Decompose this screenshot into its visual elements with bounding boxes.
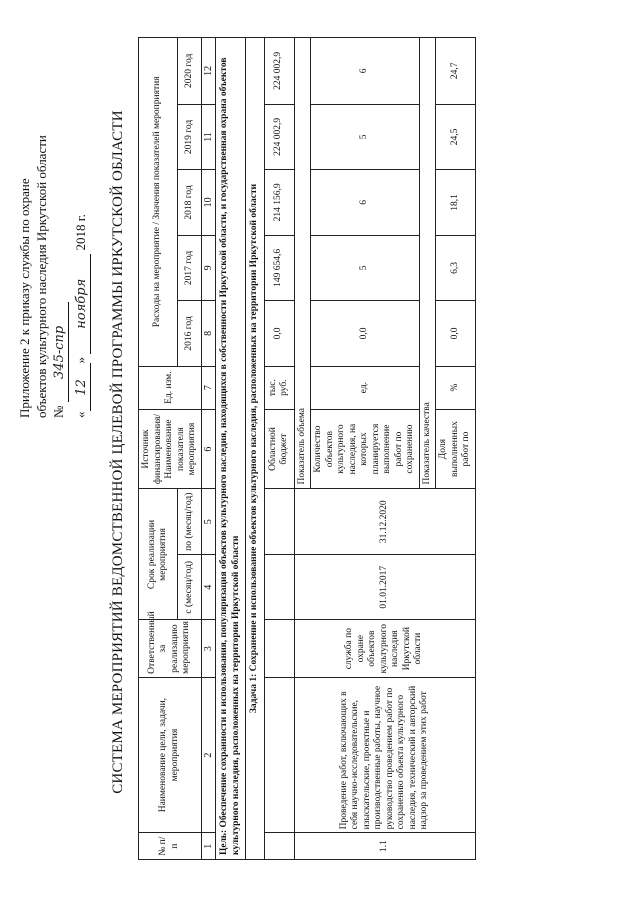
col-header-year: 2019 год xyxy=(178,104,201,170)
column-number: 6 xyxy=(201,409,216,489)
volume-value: 6 xyxy=(311,170,420,236)
program-table xyxy=(138,37,476,860)
quote-open: « xyxy=(73,411,88,418)
budget-value: 224 002,9 xyxy=(264,104,294,170)
order-date-line xyxy=(72,58,91,418)
volume-unit: ед. xyxy=(311,366,420,409)
volume-header-row xyxy=(294,38,311,860)
spacer-row xyxy=(264,38,294,860)
empty-cell xyxy=(264,555,294,621)
col-header-to: по (месяц/год) xyxy=(178,489,201,555)
col-header-source: Источник финансирования/ Наименование показателя мероприятия xyxy=(139,409,202,489)
column-number: 7 xyxy=(201,366,216,409)
column-number: 11 xyxy=(201,104,216,170)
volume-value: 5 xyxy=(311,104,420,170)
col-header-year: 2018 год xyxy=(178,170,201,236)
volume-value: 6 xyxy=(311,38,420,105)
task-row xyxy=(246,38,265,860)
col-header-year: 2017 год xyxy=(178,235,201,301)
row-number: 1.1 xyxy=(294,833,475,860)
budget-value: 214 156,9 xyxy=(264,170,294,236)
order-number-handwritten: 345-спр xyxy=(51,302,69,402)
responsible-body: служба по охране объектов культурного наследия Иркутской области xyxy=(294,620,475,677)
column-number: 10 xyxy=(201,170,216,236)
budget-value: 149 654,6 xyxy=(264,235,294,301)
col-header-unit: Ед. изм. xyxy=(139,366,202,409)
order-number-line xyxy=(50,58,69,418)
column-number: 5 xyxy=(201,489,216,555)
quote-close: » xyxy=(73,357,88,364)
column-number: 2 xyxy=(201,677,216,833)
budget-value: 224 002,9 xyxy=(264,38,294,105)
appendix-note xyxy=(16,58,91,418)
goal-row xyxy=(216,38,246,860)
volume-value: 5 xyxy=(311,235,420,301)
column-number: 9 xyxy=(201,235,216,301)
empty-cell xyxy=(264,620,294,677)
goal-text: Цель: Обеспечение сохранности и использования, популяризация объектов культурного наследия, находящихся в собственности Иркутской области, и государственная охрана объектов культурного наследия, расположенных на территории Иркутской области xyxy=(216,38,246,860)
column-number-row xyxy=(201,38,216,860)
budget-unit: тыс. руб. xyxy=(264,366,294,409)
quality-value: 18,1 xyxy=(436,170,476,236)
header-row-1 xyxy=(139,38,178,860)
quality-label: Доля выполненных работ по xyxy=(436,409,476,489)
empty-cell xyxy=(264,489,294,555)
column-number: 1 xyxy=(201,833,216,860)
quality-value: 0,0 xyxy=(436,301,476,367)
quality-unit: % xyxy=(436,366,476,409)
column-number: 3 xyxy=(201,620,216,677)
order-month-handwritten: ноября xyxy=(73,254,91,354)
budget-value: 0,0 xyxy=(264,301,294,367)
volume-indicator-header: Показатель объема xyxy=(294,38,311,489)
quality-value: 24,5 xyxy=(436,104,476,170)
appendix-line-1: Приложение 2 к приказу службы по охране xyxy=(17,178,32,418)
col-header-num: № п/п xyxy=(139,833,202,860)
order-year: 2018 г. xyxy=(73,214,88,251)
col-header-period: Срок реализации мероприятия xyxy=(139,489,178,620)
quality-value: 6,3 xyxy=(436,235,476,301)
empty-cell xyxy=(264,833,294,860)
column-number: 4 xyxy=(201,555,216,621)
col-header-year: 2016 год xyxy=(178,301,201,367)
start-date: 01.01.2017 xyxy=(294,555,475,621)
end-date: 31.12.2020 xyxy=(294,489,475,555)
column-number: 8 xyxy=(201,301,216,367)
activity-name: Проведение работ, включающих в себя научно-исследовательские, изыскательские, проектные и производственные работы, научное руководство проведением работ по сохранению объекта культурного наследия, технический и авторский надзор за проведением этих работ xyxy=(294,677,475,833)
empty-cell xyxy=(264,677,294,833)
appendix-line-2: объектов культурного наследия Иркутской области xyxy=(34,135,49,418)
order-day-handwritten: 12 xyxy=(73,364,91,412)
task-text: Задача 1: Сохранение и использование объектов культурного наследия, расположенных на территории Иркутской области xyxy=(246,38,265,860)
col-header-from: с (месяц/год) xyxy=(178,555,201,621)
quality-indicator-header: Показатель качества xyxy=(419,38,436,489)
volume-value: 0,0 xyxy=(311,301,420,367)
col-header-responsible: Ответственный за реализацию мероприятия xyxy=(139,620,202,677)
col-header-name: Наименование цели, задачи, мероприятия xyxy=(139,677,202,833)
document-title: СИСТЕМА МЕРОПРИЯТИЙ ВЕДОМСТВЕННОЙ ЦЕЛЕВОЙ ПРОГРАММЫ ИРКУТСКОЙ ОБЛАСТИ xyxy=(110,110,126,794)
col-header-expenses: Расходы на мероприятие / Значения показателей мероприятия xyxy=(139,38,178,367)
volume-label: Количество объектов культурного наследия, на которых планируется выполнение работ по сохранению xyxy=(311,409,420,489)
column-number: 12 xyxy=(201,38,216,105)
col-header-year: 2020 год xyxy=(178,38,201,105)
order-number-prefix: № xyxy=(51,405,66,418)
quality-value: 24,7 xyxy=(436,38,476,105)
budget-source: Областной бюджет xyxy=(264,409,294,489)
